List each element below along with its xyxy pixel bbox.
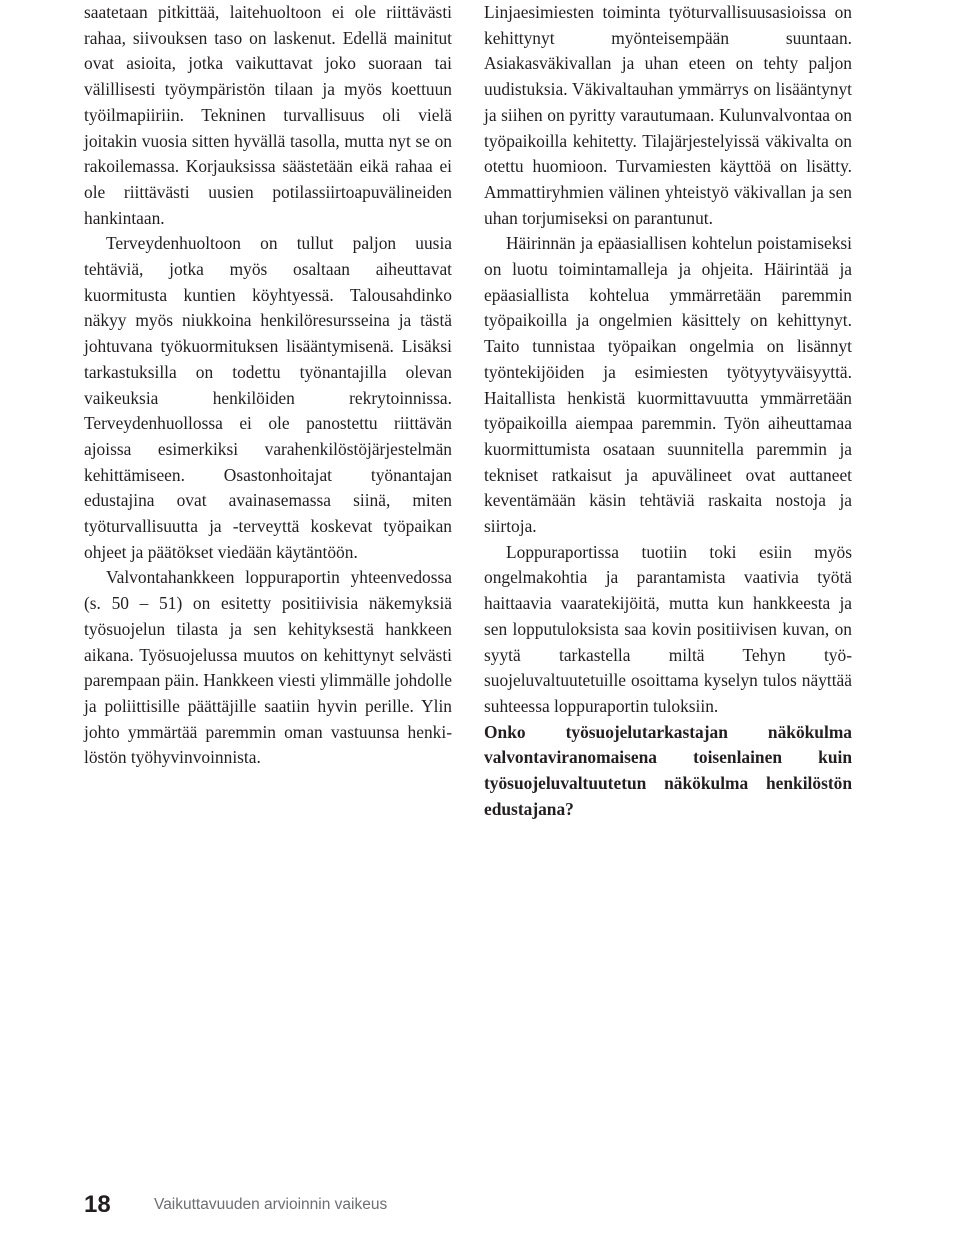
paragraph: Häirinnän ja epäasiallisen kohtelun poistamiseksi on luotu toimintamalleja ja ohjeita. Häirintää ja epäasiallista kohtelua ymmärretään paremmin työpaikoilla ja ongelmien käsittely on kehittynyt. Taito tunnistaa työpaikan ongelmia on lisännyt työntekijöiden ja esimiesten työtyytyväisyyttä. Haitallista henkistä kuormittavuutta ymmärretään työpaikoilla aiempaa paremmin. Työn aiheuttamaa kuormittumista osataan suunnitella paremmin ja tekniset ratkaisut ja apuvälineet ovat auttaneet keventämään käsin tehtäviä raskaita nostoja ja siirtoja. (484, 233, 852, 537)
page-number: 18 (84, 1191, 111, 1218)
running-title: Vaikuttavuuden arvioinnin vaikeus (154, 1196, 388, 1213)
page-footer (84, 1188, 387, 1222)
paragraph: Loppuraportissa tuotiin toki esiin myös ongelmakohtia ja parantamista vaativia työtä haittaavia vaaratekijöitä, mutta kun hankkeesta ja sen lopputuloksista saa kovin positiivisen kuvan, on syytä tarkastella miltä Tehyn työsuojeluvaltuutetuille osoittama kyselyn tulos näyttää suhteessa loppuraportin tuloksiin. (484, 541, 852, 716)
left-text-column (84, 0, 452, 771)
right-text-column (484, 0, 852, 823)
paragraph: Terveydenhuoltoon on tullut paljon uusia tehtäviä, jotka myös osaltaan aiheuttavat kuormitusta kuntien köyhtyessä. Talousahdinko näkyy myös niukkoina henkilöresursseina ja tästä johtuvana työkuormituksen lisääntymisenä. Lisäksi tarkastuksilla on todettu työnantajilla olevan vaikeuksia henkilöiden rekrytoinnissa. Terveydenhuollossa ei ole panostettu riittävän ajoissa esimerkiksi varahenkilöstöjärjestelmän kehittämiseen. Osastonhoitajat työnantajan edustajina ovat avainasemassa siinä, miten työturvallisuutta ja -terveyttä koskevat työpaikan ohjeet ja päätökset viedään käytäntöön. (84, 233, 452, 562)
paragraph: Linjaesimiesten toiminta työturvallisuusasioissa on kehittynyt myönteisempään suuntaan. Asiakasväkivallan ja uhan eteen on tehty paljon uudistuksia. Väkivaltauhan ymmärrys on lisääntynyt ja siihen on pyritty varautumaan. Kulunvalvontaa on työpaikoilla kehitetty. Tilajärjestelyissä väkivalta on otettu huomioon. Turvamiesten käyttöä on lisätty. Ammattiryhmien välinen yhteistyö väkivallan ja sen uhan torjumiseksi on parantunut. (484, 2, 852, 228)
paragraph: Valvontahankkeen loppuraportin yhteenvedossa (s. 50 – 51) on esitetty positiivisia näkemyksiä työsuojelun tilasta ja sen kehityksestä hankkeen aikana. Työsuojelussa muutos on kehittynyt selvästi parempaan päin. Hankkeen viesti ylimmälle johdolle ja poliittisille päättäjille saatiin hyvin perille. Ylin johto ymmärtää paremmin oman vastuunsa henkilöstön työhyvinvoinnista. (84, 567, 452, 768)
bold-question (484, 720, 852, 823)
bold-question-text: Onko työsuojelutarkastajan näkökulma valvontaviranomaisena toisenlainen kuin työsuojeluvaltuutetun näkökulma henkilöstön edustajana? (484, 721, 852, 819)
paragraph: saatetaan pitkittää, laitehuoltoon ei ole riittävästi rahaa, siivouksen taso on laskenut. Edellä mainitut ovat asioita, jotka vaikuttavat joko suoraan tai välillisesti työympäristön tilaan ja myös koettuun työilmapiiriin. Tekninen turvallisuus oli vielä joitakin vuosia sitten hyvällä tasolla, mutta nyt se on rakoilemassa. Korjauksissa säästetään eikä rahaa ei ole riittävästi uusien potilassiirtoapuvälineiden hankintaan. (84, 2, 452, 228)
